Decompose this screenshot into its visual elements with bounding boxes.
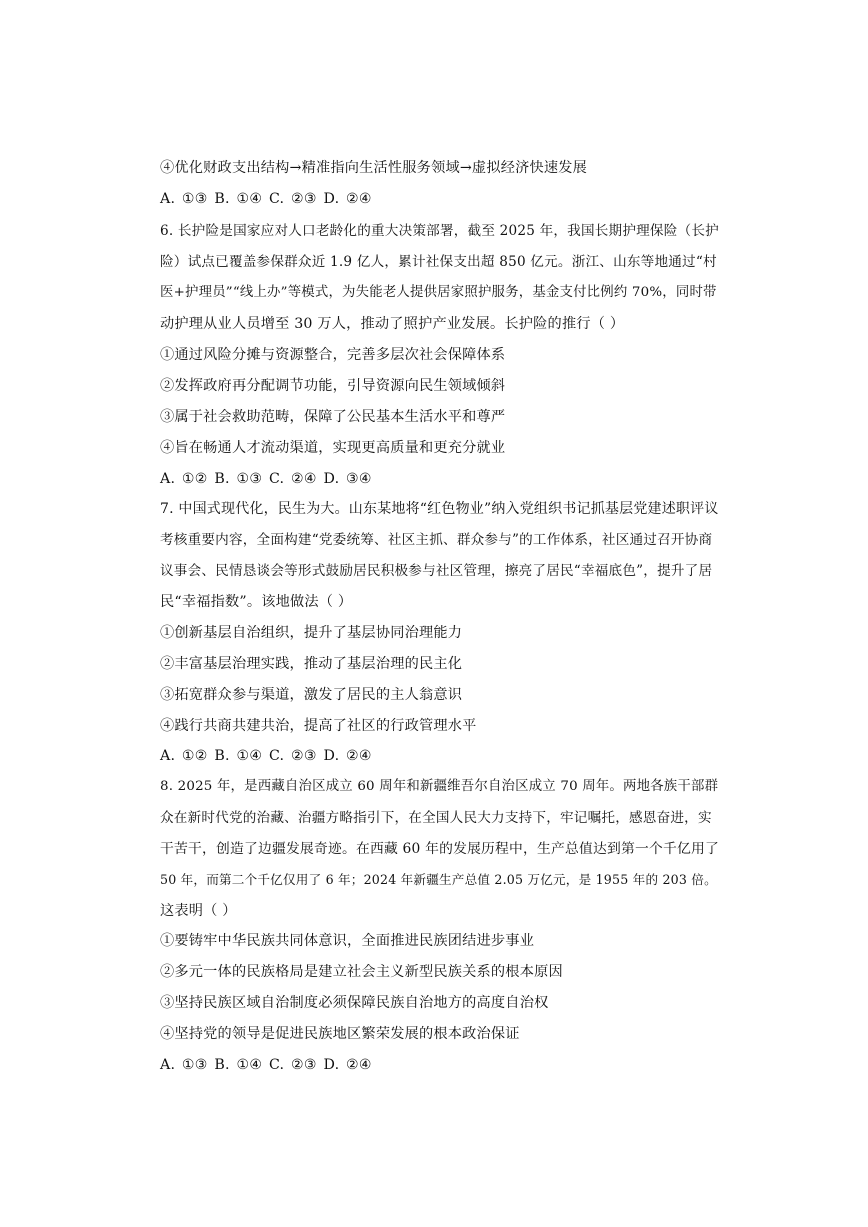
q8-stem-line-4: 50 年，而第二个千亿仅用了 6 年；2024 年新疆生产总值 2.05 万亿元，是 1955 年的 203 倍。 [160, 872, 717, 887]
q8-item-2: ②多元一体的民族格局是建立社会主义新型民族关系的根本原因 [160, 964, 563, 980]
q6-item-1: ①通过风险分摊与资源整合，完善多层次社会保障体系 [160, 347, 506, 363]
top-option-item-4: ④优化财政支出结构→精准指向生活性服务领域→虚拟经济快速发展 [160, 160, 588, 176]
q7-answer-choices: A. ①② B. ①④ C. ②③ D. ②④ [160, 748, 372, 764]
top-answer-choices: A. ①③ B. ①④ C. ②③ D. ②④ [160, 191, 372, 207]
q6-stem-line-3: 医+护理员”“线上办”等模式，为失能老人提供居家照护服务，基金支付比例约 70%，同时带 [160, 285, 717, 300]
q7-stem-line-2: 考核重要内容，全面构建“党委统筹、社区主抓、群众参与”的工作体系，社区通过召开协商 [160, 532, 713, 548]
q6-item-4: ④旨在畅通人才流动渠道，实现更高质量和更充分就业 [160, 440, 506, 456]
q8-stem-line-1: 8. 2025 年，是西藏自治区成立 60 周年和新疆维吾尔自治区成立 70 周年。两地各族干部群 [160, 779, 719, 794]
q7-stem-line-4: 民“幸福指数”。该地做法（ ） [160, 594, 353, 610]
q8-item-3: ③坚持民族区域自治制度必须保障民族自治地方的高度自治权 [160, 995, 549, 1011]
q6-stem-line-4: 动护理从业人员增至 30 万人，推动了照护产业发展。长护险的推行（ ） [160, 316, 625, 332]
q6-item-2: ②发挥政府再分配调节功能，引导资源向民生领域倾斜 [160, 378, 506, 394]
q7-item-1: ①创新基层自治组织，提升了基层协同治理能力 [160, 625, 463, 641]
q7-item-4: ④践行共商共建共治，提高了社区的行政管理水平 [160, 718, 477, 734]
q6-item-3: ③属于社会救助范畴，保障了公民基本生活水平和尊严 [160, 409, 506, 425]
q8-answer-choices: A. ①③ B. ①④ C. ②③ D. ②④ [160, 1057, 372, 1073]
q8-stem-line-5: 这表明（ ） [160, 903, 237, 919]
q7-stem-line-3: 议事会、民情恳谈会等形式鼓励居民积极参与社区管理，擦亮了居民“幸福底色”，提升了居 [160, 563, 713, 579]
q8-item-1: ①要铸牢中华民族共同体意识，全面推进民族团结进步事业 [160, 933, 535, 949]
q8-stem-line-2: 众在新时代党的治藏、治疆方略指引下，在全国人民大力支持下，牢记嘱托，感恩奋进，实 [160, 810, 712, 826]
q7-stem-line-1: 7. 中国式现代化，民生为大。山东某地将“红色物业”纳入党组织书记抓基层党建述职评议 [160, 501, 719, 517]
q7-item-3: ③拓宽群众参与渠道，激发了居民的主人翁意识 [160, 687, 463, 703]
q7-item-2: ②丰富基层治理实践，推动了基层治理的民主化 [160, 656, 463, 672]
q6-answer-choices: A. ①② B. ①③ C. ②④ D. ③④ [160, 471, 372, 487]
q8-stem-line-3: 干苦干，创造了边疆发展奇迹。在西藏 60 年的发展历程中，生产总值达到第一个千亿用了 [160, 841, 720, 857]
q8-item-4: ④坚持党的领导是促进民族地区繁荣发展的根本政治保证 [160, 1026, 520, 1042]
q6-stem-line-2: 险）试点已覆盖参保群众近 1.9 亿人，累计社保支出超 850 亿元。浙江、山东等地通过“村 [160, 254, 717, 270]
q6-stem-line-1: 6. 长护险是国家应对人口老龄化的重大决策部署，截至 2025 年，我国长期护理保险（长护 [160, 223, 719, 239]
